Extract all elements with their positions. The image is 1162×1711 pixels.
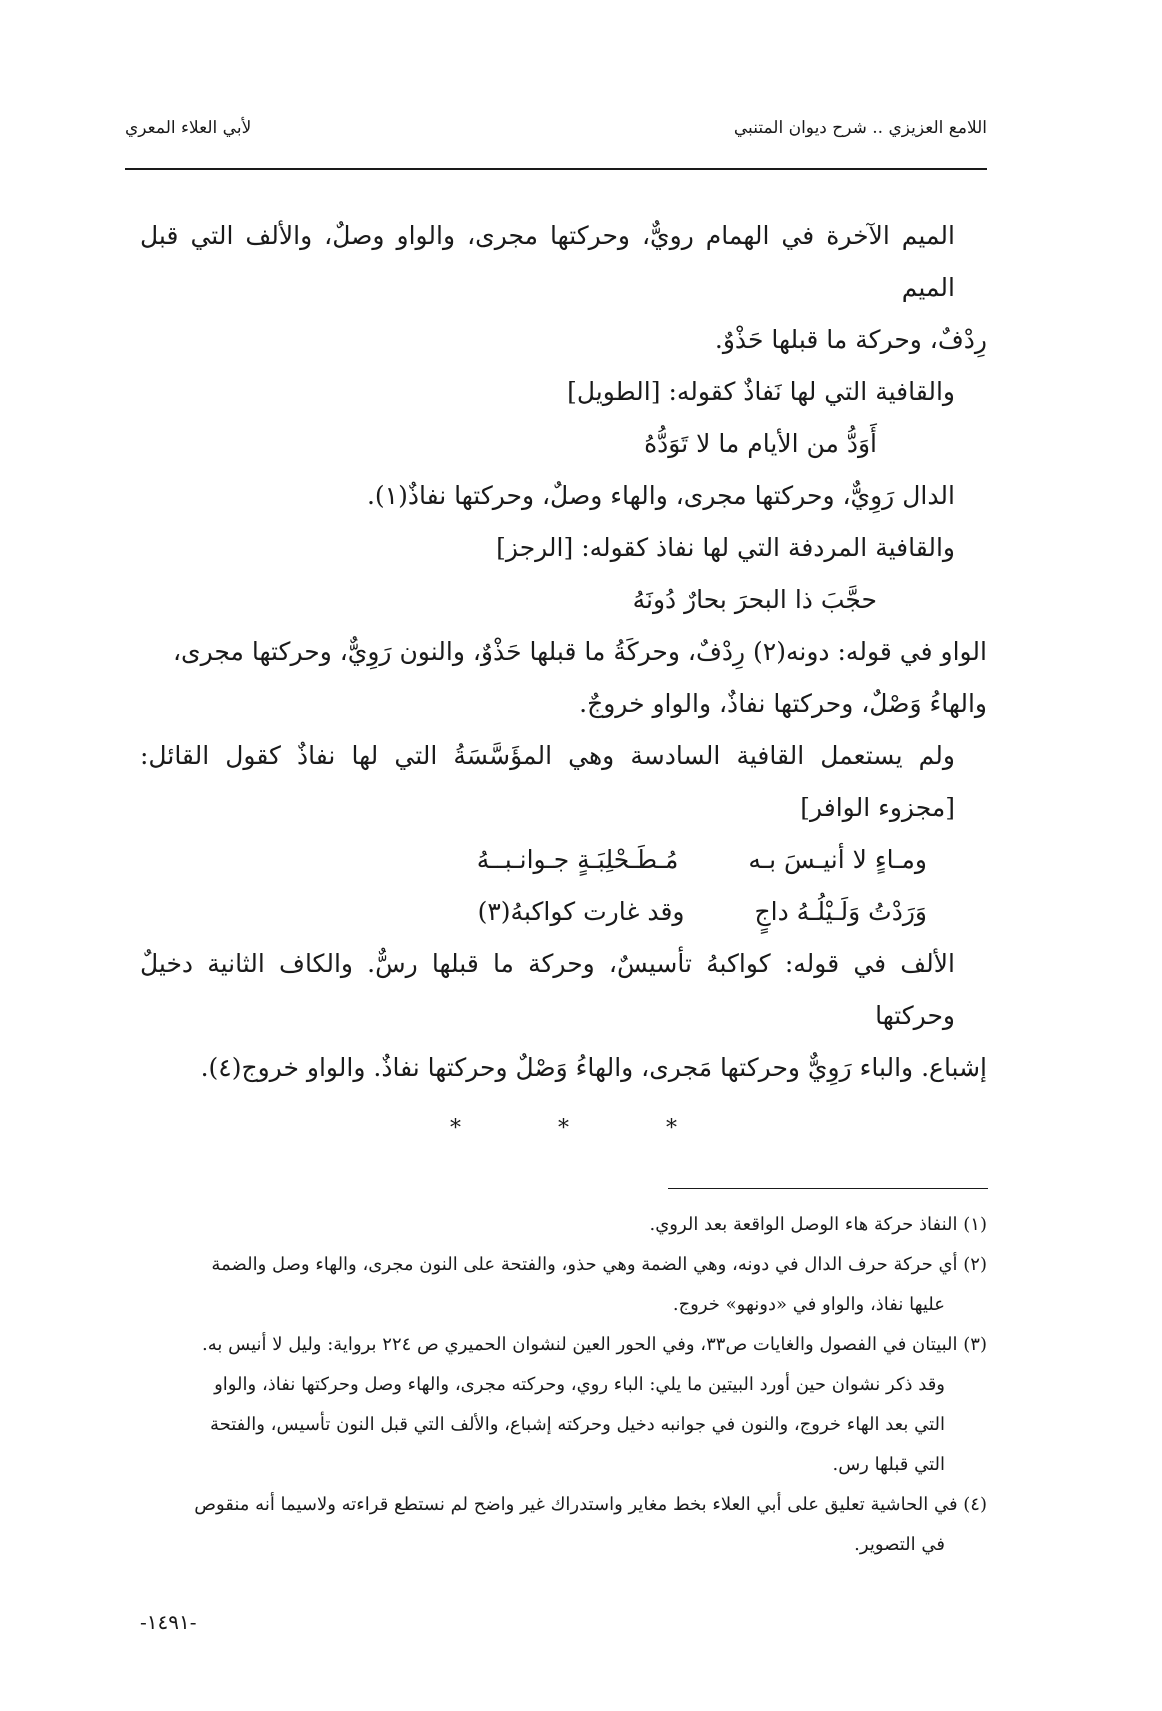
footnote: (١) النفاذ حركة هاء الوصل الواقعة بعد الروي. [649,1214,987,1235]
verse-hemistich: ومـاءٍ لا أنيـسَ بـه [748,845,927,874]
header-book-title: اللامع العزيزي .. شرح ديوان المتنبي [733,118,987,138]
main-text [140,210,987,1141]
body-line: الميم الآخرة في الهمام رويٌّ، وحركتها مجرى، والواو وصلٌ، والألف التي قبل الميم [140,221,955,302]
star-ornament: * [558,1116,569,1141]
verse-hemistich: مُـطَـحْلِبَـةٍ جـوانـبــهُ [476,845,679,874]
body-line: رِدْفٌ، وحركة ما قبلها حَذْوٌ. [714,325,987,354]
body-line: ولم يستعمل القافية السادسة وهي المؤَسَّسَةُ التي لها نفاذٌ كقول القائل: [مجزوء الوافر] [140,741,955,822]
footnote-continuation: وقد ذكر نشوان حين أورد البيتين ما يلي: الباء روي، وحركته مجرى، والهاء وصل وحركتها نفاذ، والواو [214,1374,945,1395]
footnote-continuation: في التصوير. [854,1534,945,1555]
body-line: والقافية المردفة التي لها نفاذ كقوله: [الرجز] [496,533,955,562]
star-ornament: * [666,1116,677,1141]
body-line: الألف في قوله: كواكبهُ تأسيسٌ، وحركة ما قبلها رسٌّ. والكاف الثانية دخيلٌ وحركتها [140,949,955,1030]
footnote: (٣) البيتان في الفصول والغايات ص٣٣، وفي الحور العين لنشوان الحميري ص ٢٢٤ برواية: وليل لا أنيس به. [202,1334,987,1355]
body-line: والهاءُ وَصْلٌ، وحركتها نفاذٌ، والواو خروجٌ. [579,689,987,718]
body-line: والقافية التي لها نَفاذٌ كقوله: [الطويل] [567,377,955,406]
running-header [125,118,987,152]
body-line: إشباع. والباء رَوِيٌّ وحركتها مَجرى، والهاءُ وَصْلٌ وحركتها نفاذٌ. والواو خروج(٤). [200,1053,987,1082]
footnote: (٢) أي حركة حرف الدال في دونه، وهي الضمة وهي حذو، والفتحة على النون مجرى، والهاء وصل والضمة [211,1254,987,1275]
verse-line: حجَّبَ ذا البحرَ بحارٌ دُونَهُ [632,585,877,614]
verse-hemistich: وَرَدْتُ وَلَـيْلُـهُ داجٍ [754,897,927,926]
footnote-continuation: عليها نفاذ، والواو في «دونهو» خروج. [672,1294,945,1315]
footnote-rule [668,1188,988,1189]
page-number: -١٤٩١- [140,1610,197,1634]
verse-line: أَوَدُّ من الأيام ما لا تَوَدُّهُ [644,429,877,458]
footnotes [140,1205,987,1565]
section-divider-stars [140,1116,987,1141]
body-line: الواو في قوله: دونه(٢) رِدْفٌ، وحركَةُ ما قبلها حَذْوٌ، والنون رَوِيٌّ، وحركتها مجرى، [172,637,987,666]
body-line: الدال رَوِيٌّ، وحركتها مجرى، والهاء وصلٌ، وحركتها نفاذٌ(١). [366,481,955,510]
star-ornament: * [450,1116,461,1141]
header-author: لأبي العلاء المعري [125,118,252,138]
verse-couplet [140,886,987,938]
footnote: (٤) في الحاشية تعليق على أبي العلاء بخط مغاير واستدراك غير واضح لم نستطع قراءته ولاسيما أنه منقوص [194,1494,987,1515]
verse-hemistich: وقد غارت كواكبهُ(٣) [477,897,685,926]
footnote-continuation: التي بعد الهاء خروج، والنون في جوانبه دخيل وحركته إشباع، والألف التي قبل النون تأسيس، والفتحة [209,1414,945,1435]
header-rule [125,168,987,170]
footnote-continuation: التي قبلها رس. [832,1454,945,1475]
verse-couplet [140,834,987,886]
